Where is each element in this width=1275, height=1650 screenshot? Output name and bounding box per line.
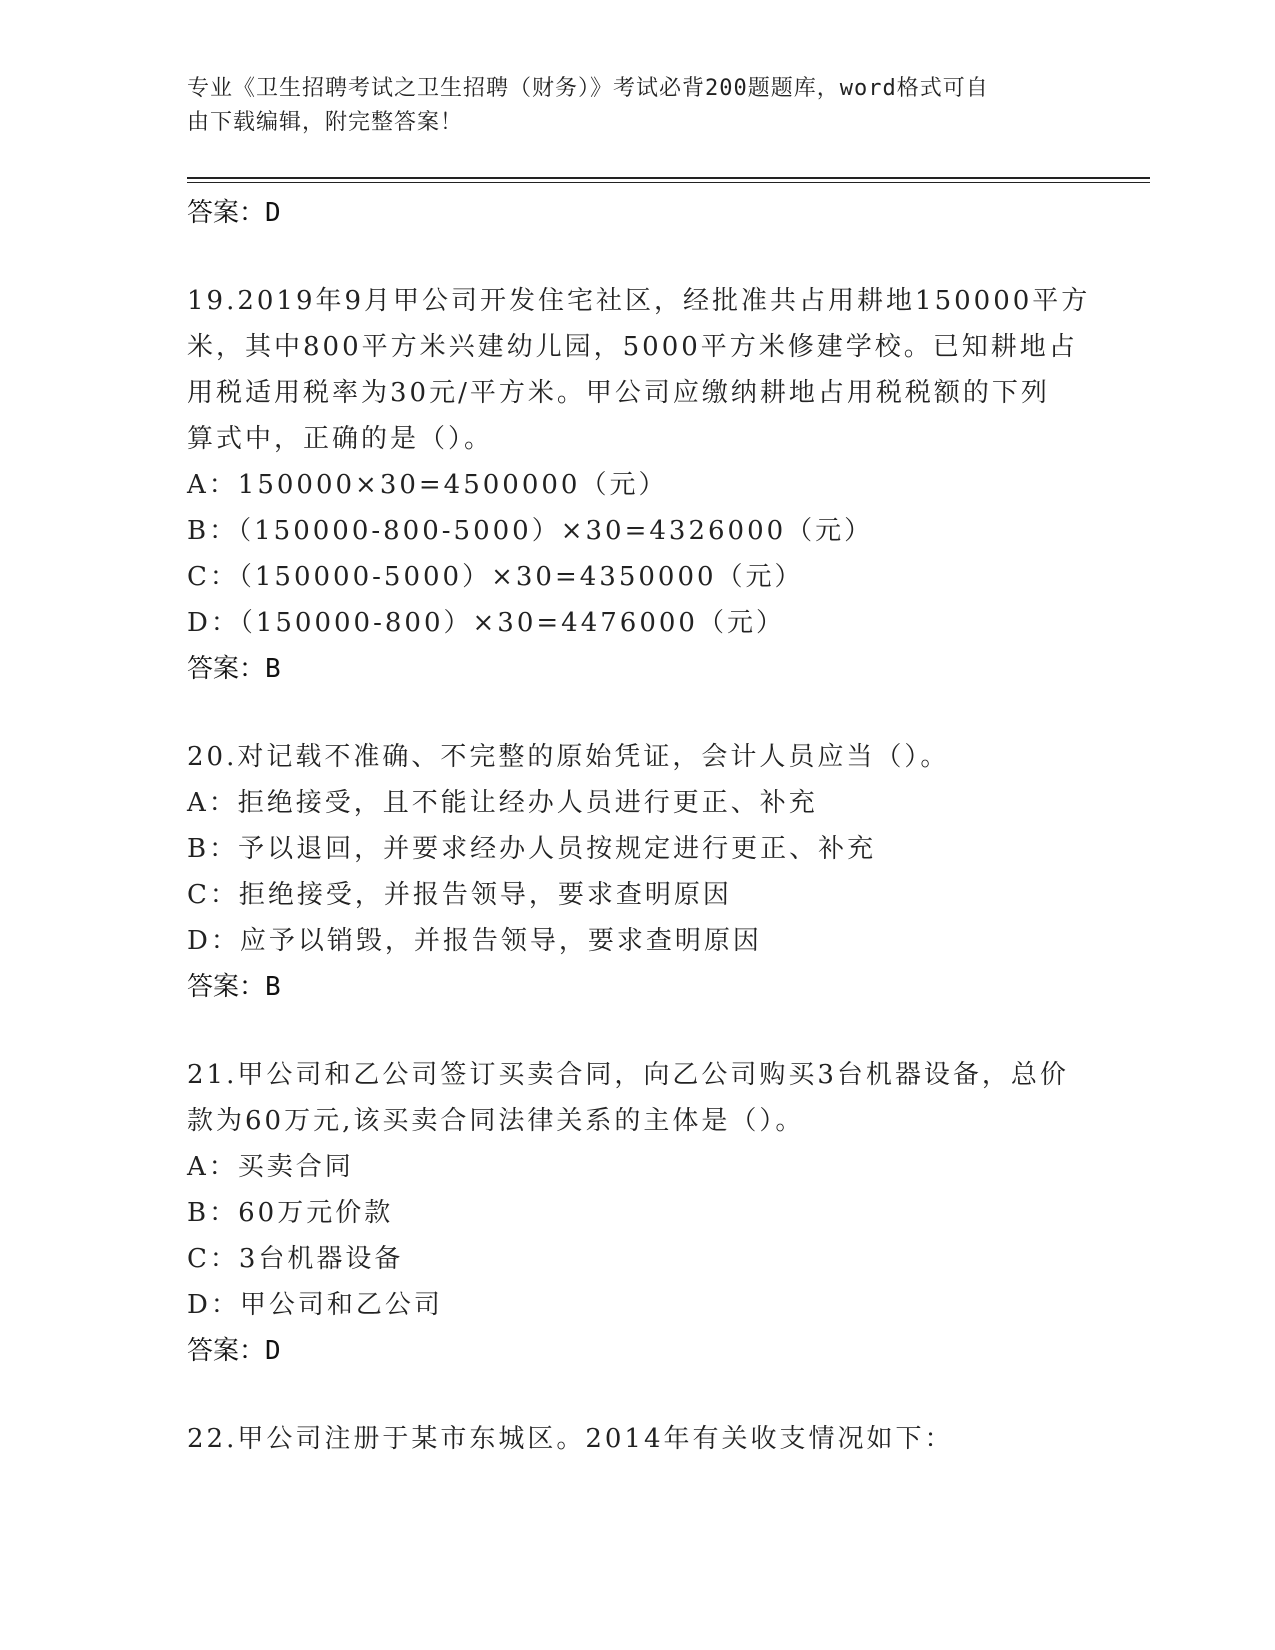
question-text: 22.甲公司注册于某市东城区。2014年有关收支情况如下： — [187, 1424, 954, 1454]
option-c: C：3台机器设备 — [187, 1244, 404, 1274]
question-text: 20.对记载不准确、不完整的原始凭证，会计人员应当（）。 — [187, 742, 950, 772]
option-d: D：应予以销毁，并报告领导，要求查明原因 — [187, 926, 762, 956]
option-a: A：拒绝接受，且不能让经办人员进行更正、补充 — [187, 788, 818, 818]
spacer — [187, 1374, 1087, 1416]
option-d: D：（150000-800）×30=4476000（元） — [187, 608, 785, 638]
option-b: B：予以退回，并要求经办人员按规定进行更正、补充 — [187, 834, 877, 864]
question-text: 款为60万元,该买卖合同法律关系的主体是（）。 — [187, 1106, 805, 1136]
option-c: C：（150000-5000）×30=4350000（元） — [187, 562, 804, 592]
header-divider-thin — [187, 182, 1150, 183]
document-header — [187, 72, 1067, 140]
option-a: A：买卖合同 — [187, 1152, 354, 1182]
document-body — [187, 190, 1091, 1462]
spacer — [187, 1010, 1087, 1052]
option-d: D：甲公司和乙公司 — [187, 1290, 443, 1320]
answer-line: 答案：B — [187, 654, 281, 684]
option-b: B：（150000-800-5000）×30=4326000（元） — [187, 516, 874, 546]
option-b: B：60万元价款 — [187, 1198, 394, 1228]
question-block — [187, 734, 1087, 1010]
option-a: A：150000×30=4500000（元） — [187, 470, 668, 500]
question-block — [187, 1052, 1087, 1374]
answer-line: 答案：D — [187, 198, 281, 228]
header-line: 专业《卫生招聘考试之卫生招聘（财务）》考试必背200题题库，word格式可自 — [187, 76, 989, 101]
spacer — [187, 236, 1087, 278]
header-divider — [187, 177, 1150, 179]
question-block — [187, 1416, 1087, 1462]
question-block — [187, 278, 1091, 692]
question-text: 用税适用税率为30元/平方米。甲公司应缴纳耕地占用税税额的下列 — [187, 378, 1050, 408]
answer-line: 答案：B — [187, 972, 281, 1002]
answer-line: 答案：D — [187, 1336, 281, 1366]
spacer — [187, 692, 1087, 734]
question-text: 19.2019年9月甲公司开发住宅社区，经批准共占用耕地150000平方 — [187, 286, 1091, 316]
question-text: 算式中，正确的是（）。 — [187, 424, 494, 454]
header-line: 由下载编辑，附完整答案！ — [187, 110, 464, 135]
question-text: 21.甲公司和乙公司签订买卖合同，向乙公司购买3台机器设备，总价 — [187, 1060, 1069, 1090]
question-text: 米，其中800平方米兴建幼儿园，5000平方米修建学校。已知耕地占 — [187, 332, 1078, 362]
option-c: C：拒绝接受，并报告领导，要求查明原因 — [187, 880, 732, 910]
